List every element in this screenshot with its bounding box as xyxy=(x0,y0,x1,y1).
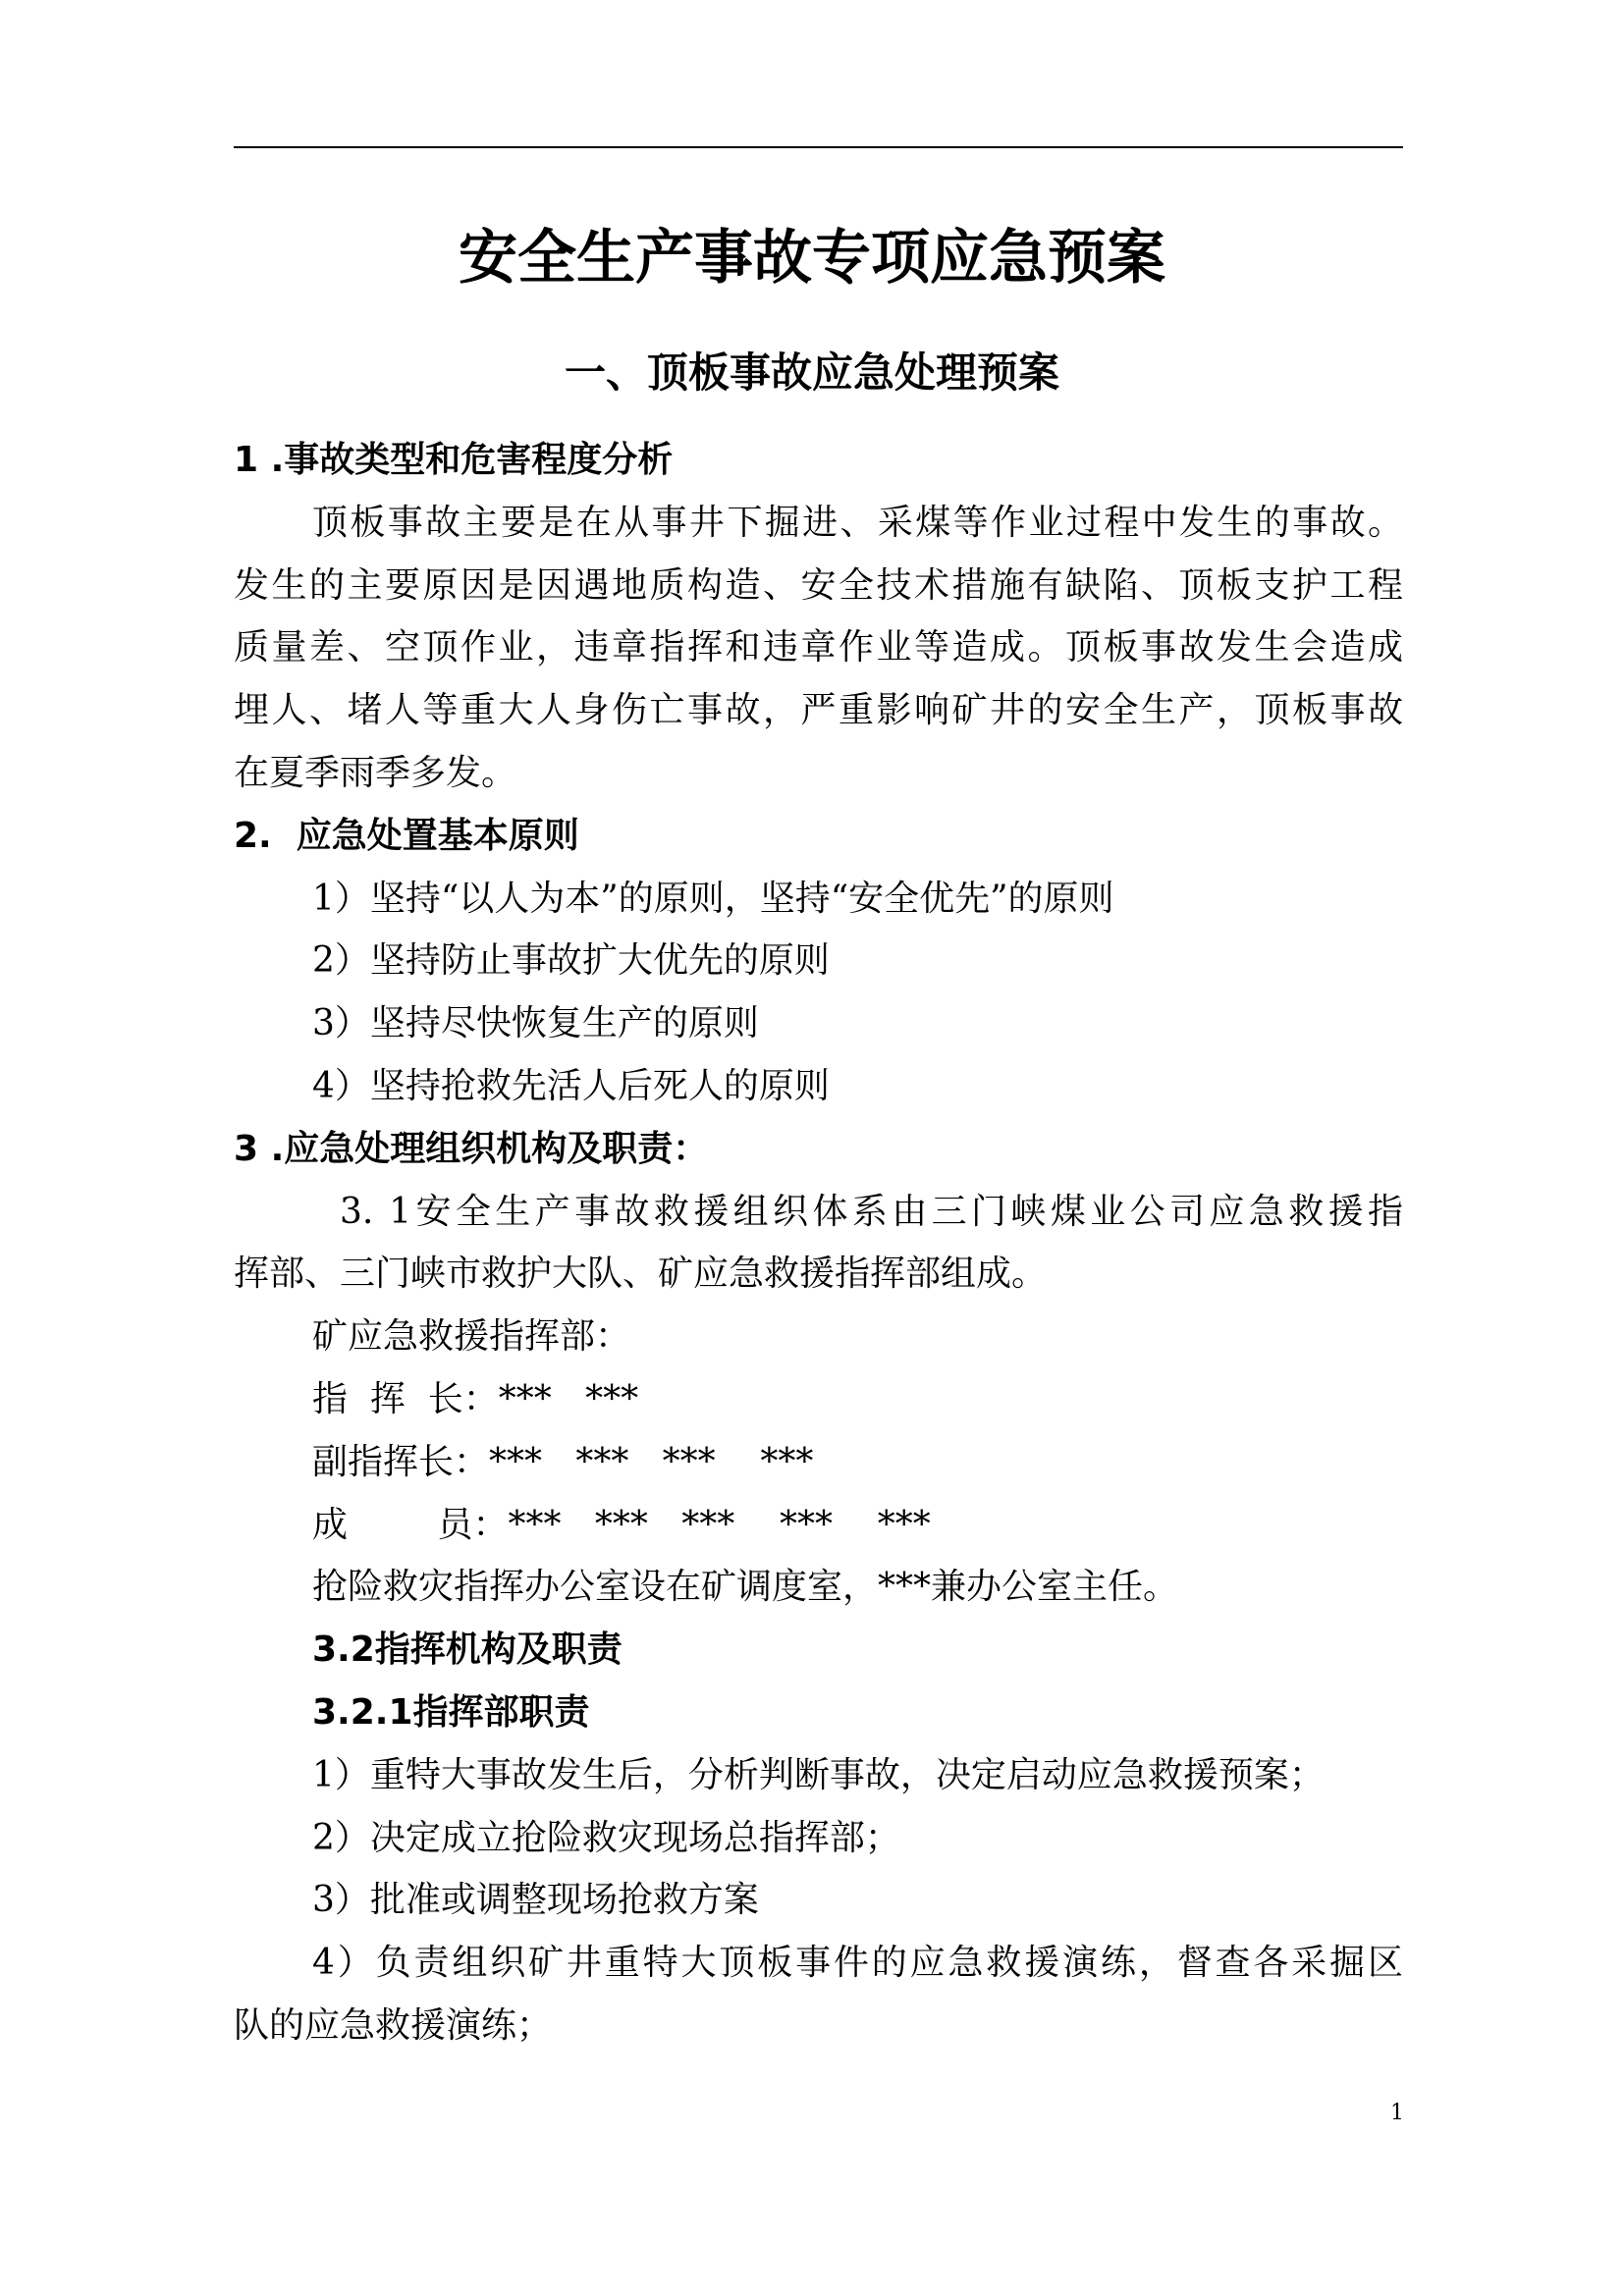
text-line: 2）决定成立抢险救灾现场总指挥部； xyxy=(312,1817,900,1858)
text-line: 4）坚持抢救先活人后死人的原则 xyxy=(312,1065,830,1106)
text-line: 2）坚持防止事故扩大优先的原则 xyxy=(312,940,830,982)
text-line: 3）坚持尽快恢复生产的原则 xyxy=(312,1003,759,1044)
text-line: 成 员：*** *** *** *** *** xyxy=(312,1504,931,1545)
text-line: 3）批准或调整现场抢救方案 xyxy=(312,1880,759,1921)
text-line: 队的应急救援演练； xyxy=(234,2004,553,2046)
text-line: 1）坚持“以人为本”的原则，坚持“安全优先”的原则 xyxy=(312,878,1114,919)
section-heading: 3.2指挥机构及职责 xyxy=(312,1629,623,1671)
document-title: 安全生产事故专项应急预案 xyxy=(459,224,1165,293)
text-line: 1）重特大事故发生后，分析判断事故，决定启动应急救援预案； xyxy=(312,1754,1325,1795)
section-heading: 2. 应急处置基本原则 xyxy=(234,815,579,856)
text-line: 挥部、三门峡市救护大队、矿应急救援指挥部组成。 xyxy=(234,1254,1048,1295)
text-line: 发生的主要原因是因遇地质构造、安全技术措施有缺陷、顶板支护工程 xyxy=(234,564,1403,606)
text-line: 质量差、空顶作业，违章指挥和违章作业等造成。顶板事故发生会造成 xyxy=(234,627,1403,668)
header-rule xyxy=(234,146,1403,148)
section-heading: 3.2.1指挥部职责 xyxy=(312,1691,590,1733)
section-title: 一、顶板事故应急处理预案 xyxy=(564,348,1059,397)
section-heading: 3 .应急处理组织机构及职责： xyxy=(234,1128,709,1169)
text-line: 3. 1安全生产事故救援组织体系由三门峡煤业公司应急救援指 xyxy=(340,1191,1403,1232)
text-line: 埋人、堵人等重大人身伤亡事故，严重影响矿井的安全生产，顶板事故 xyxy=(234,690,1403,731)
text-line: 指 挥 长：*** *** xyxy=(312,1378,639,1419)
text-line: 顶板事故主要是在从事井下掘进、采煤等作业过程中发生的事故。 xyxy=(312,502,1403,543)
text-line: 矿应急救援指挥部： xyxy=(312,1316,631,1358)
page-number: 1 xyxy=(1390,2101,1404,2125)
text-line: 4）负责组织矿井重特大顶板事件的应急救援演练，督查各采掘区 xyxy=(312,1943,1403,1984)
text-line: 在夏季雨季多发。 xyxy=(234,752,517,793)
text-line: 抢险救灾指挥办公室设在矿调度室，***兼办公室主任。 xyxy=(312,1567,1179,1608)
text-line: 副指挥长：*** *** *** *** xyxy=(312,1441,814,1482)
document-body xyxy=(234,429,1403,2057)
section-heading: 1 .事故类型和危害程度分析 xyxy=(234,440,674,480)
